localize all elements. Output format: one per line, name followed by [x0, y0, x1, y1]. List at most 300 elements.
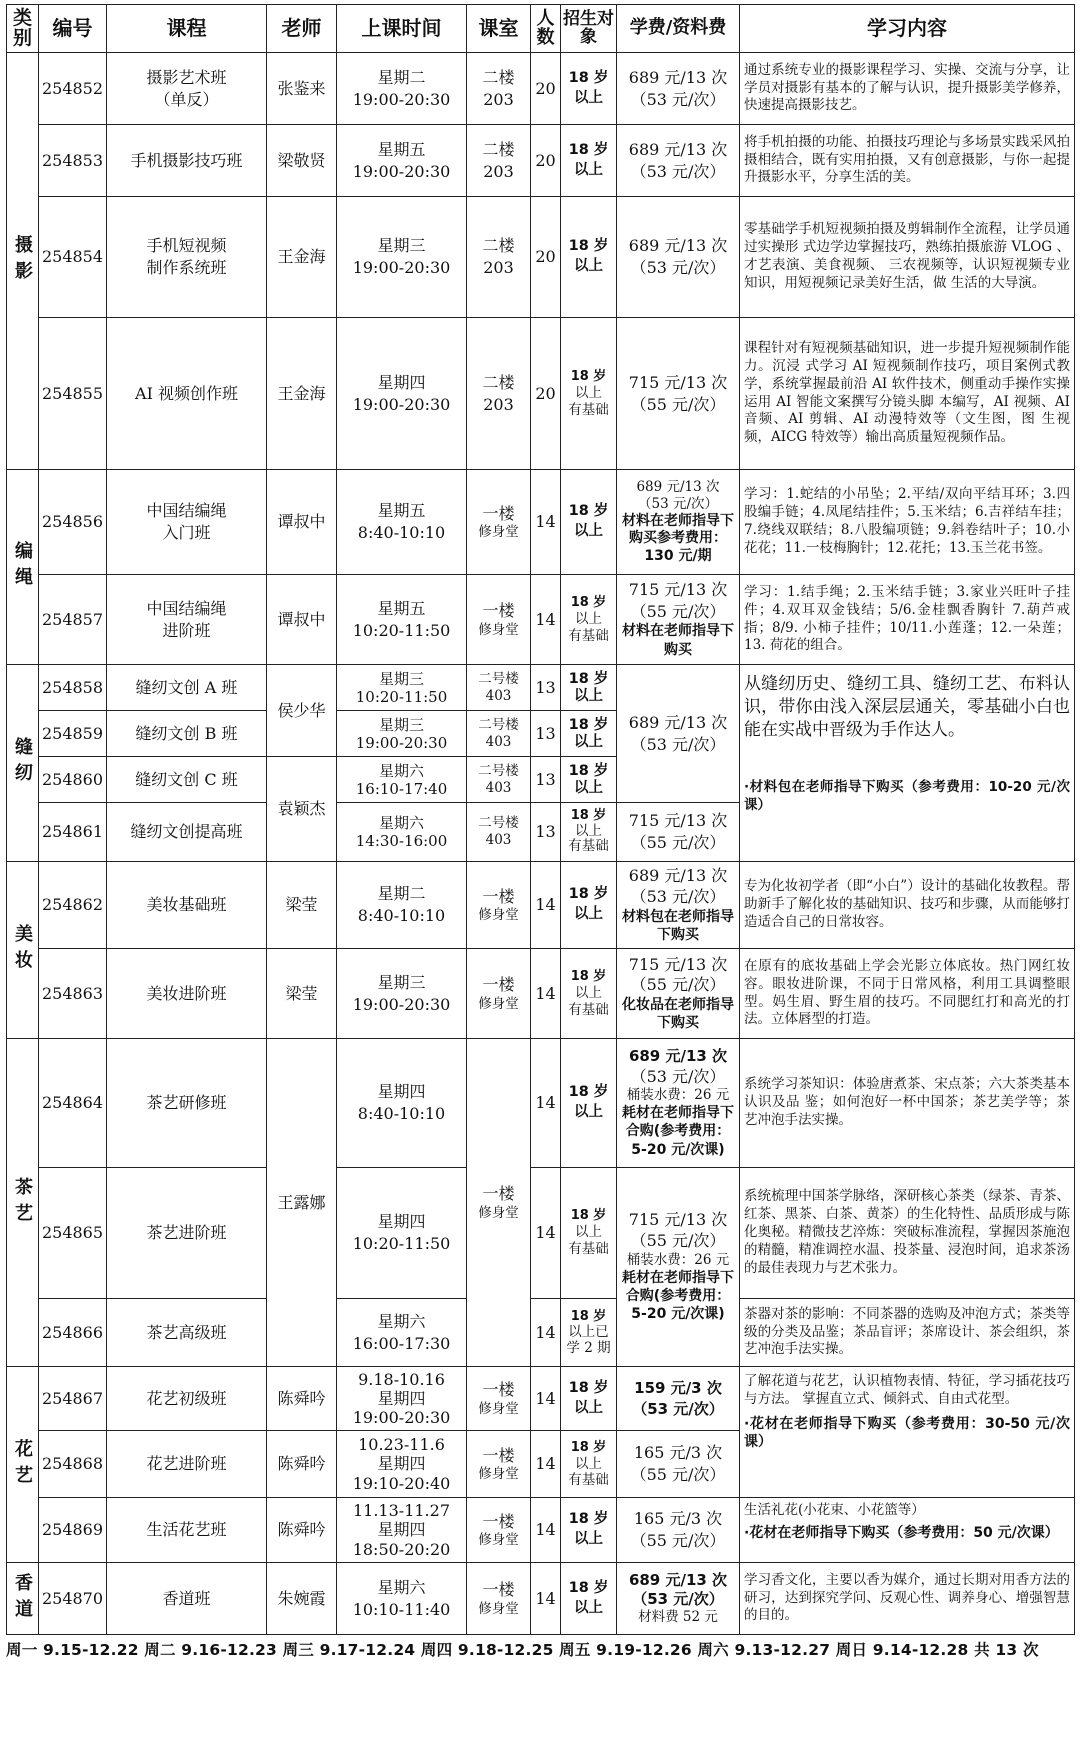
header-count: 人数	[531, 5, 561, 53]
course-code: 254867	[39, 1367, 107, 1431]
course-code: 254866	[39, 1299, 107, 1367]
fee	[617, 575, 740, 665]
category-cell: 缝纫	[7, 665, 39, 862]
room	[467, 1498, 531, 1563]
fee-per: （53 元/次）	[630, 1066, 726, 1086]
target-line: 以上	[574, 1599, 603, 1616]
table-row	[7, 470, 1075, 575]
class-size: 14	[531, 862, 561, 949]
class-size: 13	[531, 711, 561, 757]
target	[561, 1498, 617, 1563]
room	[467, 575, 531, 665]
target-line: 学 2 期	[566, 1340, 611, 1357]
header-fee: 学费/资料费	[617, 5, 740, 53]
teacher: 谭叔中	[267, 470, 337, 575]
target-line: 以上	[574, 1104, 603, 1120]
target	[561, 1367, 617, 1431]
course-content	[740, 665, 1075, 862]
course-name-line: 摄影艺术班	[146, 67, 227, 87]
fee	[617, 318, 740, 470]
room-floor: 一楼	[482, 1580, 515, 1600]
schedule-page	[6, 4, 1074, 1660]
fee	[617, 197, 740, 318]
target-line: 以上	[574, 779, 603, 796]
course-name: 缝纫文创 A 班	[107, 665, 267, 711]
class-time	[337, 1431, 467, 1498]
target-line: 以上	[574, 733, 603, 750]
course-content: 零基础学手机短视频拍摄及剪辑制作全流程，让学员通过实操形 式边学边掌握技巧，熟练拍摄旅游 VLOG 、才艺表演、美食视频、 三农视频等，认识短视频专业知识，用短视频记录美好生活，做 生活的大导演。	[740, 197, 1075, 318]
course-name: 茶艺进阶班	[107, 1168, 267, 1299]
class-size: 14	[531, 1431, 561, 1498]
class-time	[337, 665, 467, 711]
teacher: 梁莹	[267, 862, 337, 949]
class-size: 14	[531, 1168, 561, 1299]
room-number: 修身堂	[478, 524, 519, 541]
target-line: 以上	[575, 610, 602, 627]
weekday: 星期三	[378, 669, 424, 688]
fee-total: 689 元/13 次	[628, 139, 728, 159]
content-text: 从缝纫历史、缝纫工具、缝纫工艺、布料认识，带你由浅入深层层通关，零基础小白也能在实战中晋级为手作达人。	[744, 674, 1070, 740]
material-note: ·花材在老师指导下购买（参考费用：30-50 元/次课）	[744, 1415, 1070, 1451]
target-line: 18 岁	[568, 1579, 609, 1596]
class-time	[337, 803, 467, 862]
target-line: 18 岁	[568, 762, 609, 779]
table-row	[7, 1039, 1075, 1168]
course-name: 缝纫文创 C 班	[107, 757, 267, 803]
course-content: 学习：1.结手绳；2.玉米结手链；3.家业兴旺叶子挂件；4.双耳双金钱结；5/6.金桂飘香胸针 7.葫芦戒指；8/9. 小柿子挂件；10/11.小莲蓬；12.一朵莲；13. 荷花的组合。	[740, 575, 1075, 665]
weekday: 星期三	[378, 715, 424, 734]
course-code: 254861	[39, 803, 107, 862]
course-content: 课程针对有短视频基础知识，进一步提升短视频制作能力。沉浸 式学习 AI 短视频制作技巧，项目案例式教学，系统掌握最前沿 AI 软件技术，侧重动手操作实操运用 AI 智能文案撰写分镜头脚 本编写，AI 视频、AI 音频、AI 剪辑、AI 动漫特效等（文生图，图 生视频，AICG 特效等）输出高质量短视频作品。	[740, 318, 1075, 470]
fee-total: 689 元/13 次	[628, 67, 728, 87]
time-range: 8:40-10:10	[357, 1104, 446, 1123]
material-note: ·花材在老师指导下购买（参考费用：50 元/次课）	[744, 1524, 1059, 1541]
course-code: 254864	[39, 1039, 107, 1168]
time-range: 16:10-17:40	[355, 779, 448, 798]
room-number: 修身堂	[478, 907, 519, 924]
target	[561, 1563, 617, 1635]
course-name: 手机摄影技巧班	[107, 125, 267, 197]
room-number: 203	[483, 161, 514, 181]
fee-per: （53 元/次）	[637, 495, 719, 512]
target-line: 18 岁	[568, 503, 609, 520]
fee-total: 715 元/13 次	[628, 1210, 728, 1230]
fee-total: 715 元/13 次	[628, 372, 728, 392]
teacher: 王金海	[267, 197, 337, 318]
fee-per: （55 元/次）	[630, 601, 726, 621]
room-floor: 二号楼	[478, 815, 519, 832]
target	[561, 1168, 617, 1299]
course-name: 美妆进阶班	[107, 949, 267, 1039]
header-room: 课室	[467, 5, 531, 53]
fee	[617, 1039, 740, 1168]
weekday: 星期二	[377, 884, 426, 904]
teacher: 陈舜吟	[267, 1498, 337, 1563]
fee-total: 715 元/13 次	[628, 811, 728, 831]
course-name	[107, 53, 267, 125]
room-floor: 二楼	[482, 67, 515, 87]
class-time	[337, 757, 467, 803]
fee-per: （53 元/次）	[632, 1590, 724, 1609]
teacher: 侯少华	[267, 665, 337, 757]
target-line: 18 岁	[570, 594, 607, 610]
room	[467, 1039, 531, 1367]
target-line: 以上已	[568, 1324, 609, 1341]
target-line: 18 岁	[570, 368, 607, 384]
target-line: 18 岁	[568, 238, 609, 255]
time-range: 19:10-20:40	[352, 1473, 451, 1493]
semester-dates: 周一 9.15-12.22 周二 9.16-12.23 周三 9.17-12.24 周四 9.18-12.25 周五 9.19-12.26 周六 9.13-12.27 周日 9.14-12.28 共 13 次	[6, 1641, 1039, 1659]
weekday: 星期六	[378, 814, 424, 832]
room-floor: 一楼	[482, 601, 515, 621]
course-code: 254862	[39, 862, 107, 949]
course-name: AI 视频创作班	[107, 318, 267, 470]
course-content	[740, 1367, 1075, 1498]
fee	[617, 862, 740, 949]
fee-per: （53 元/次）	[630, 258, 726, 277]
time-range: 19:00-20:30	[352, 1408, 451, 1428]
target-line: 以上	[574, 523, 603, 539]
target-line: 18 岁	[568, 1084, 609, 1101]
fee-total: 165 元/3 次	[633, 1443, 723, 1463]
room	[467, 1431, 531, 1498]
target-line: 18 岁	[568, 141, 609, 158]
header-category: 类别	[7, 5, 39, 53]
teacher: 袁颖杰	[267, 757, 337, 862]
room	[467, 197, 531, 318]
class-time	[337, 862, 467, 949]
target-line: 18 岁	[570, 968, 607, 984]
table-row	[7, 862, 1075, 949]
fee	[617, 665, 740, 803]
target-line: 以上	[574, 89, 603, 106]
room	[467, 803, 531, 862]
fee-per: （55 元/次）	[630, 1465, 726, 1484]
target-line: 以上	[575, 1455, 602, 1472]
course-content: 系统学习茶知识：体验唐煮茶、宋点茶；六大茶类基本认识及品 鉴；如何泡好一杯中国茶；茶艺美学等；茶艺冲泡手法实操。	[740, 1039, 1075, 1168]
class-size: 14	[531, 575, 561, 665]
fee-per: （55 元/次）	[630, 394, 726, 414]
fee	[617, 125, 740, 197]
content-text: 生活礼花(小花束、小花篮等）	[744, 1502, 925, 1518]
category-cell: 花艺	[7, 1367, 39, 1563]
water-fee: 桶装水费：26 元	[626, 1087, 730, 1104]
weekday: 星期四	[377, 1388, 426, 1408]
room	[467, 949, 531, 1039]
course-content: 学习：1.蛇结的小吊坠；2.平结/双向平结耳环；3.四股编手链；4.凤尾结挂件；5.玉米结；6.吉祥结车挂；7.绕线双联结；8.八股编项链；9.斜卷结叶子；10.小花花；11.一枝梅胸针；12.花托；13.玉兰花书签。	[740, 470, 1075, 575]
class-time	[337, 1039, 467, 1168]
target-line: 有基础	[568, 1471, 609, 1488]
course-name	[107, 575, 267, 665]
class-size: 13	[531, 803, 561, 862]
target	[561, 1299, 617, 1367]
fee-per: （55 元/次）	[630, 1531, 726, 1550]
target-line: 18 岁	[570, 808, 607, 824]
room	[467, 711, 531, 757]
class-size: 20	[531, 318, 561, 470]
room	[467, 53, 531, 125]
fee-total: 159 元/3 次	[634, 1379, 722, 1398]
target-line: 18 岁	[570, 1308, 607, 1324]
room-number: 修身堂	[478, 1466, 519, 1483]
fee-per: （53 元/次）	[630, 89, 726, 109]
class-time	[337, 1563, 467, 1635]
fee	[617, 1431, 740, 1498]
table-row	[7, 318, 1075, 470]
target-line: 以上	[574, 687, 603, 704]
header-code: 编号	[39, 5, 107, 53]
teacher: 梁莹	[267, 949, 337, 1039]
course-code: 254853	[39, 125, 107, 197]
room	[467, 318, 531, 470]
date-range: 11.13-11.27	[352, 1501, 450, 1521]
room-number: 403	[485, 733, 512, 750]
room-number: 403	[485, 779, 512, 796]
class-size: 14	[531, 1299, 561, 1367]
fee	[617, 1367, 740, 1431]
class-size: 20	[531, 125, 561, 197]
course-table	[6, 4, 1075, 1635]
room-number: 403	[485, 687, 512, 704]
time-range: 10:20-11:50	[355, 687, 448, 706]
material-note: 耗材在老师指导下合购(参考费用：5-20 元/次课)	[622, 1105, 734, 1158]
time-range: 14:30-16:00	[355, 832, 448, 850]
material-fee: 材料费 52 元	[638, 1608, 718, 1625]
time-range: 8:40-10:10	[357, 523, 446, 542]
weekday: 星期五	[377, 139, 426, 159]
material-note: 材料在老师指导下购买	[622, 623, 734, 659]
course-code: 254856	[39, 470, 107, 575]
target	[561, 803, 617, 862]
table-row	[7, 53, 1075, 125]
target-line: 18 岁	[568, 670, 609, 687]
material-note: 材料包在老师指导下购买	[622, 908, 734, 943]
room-number: 403	[485, 832, 512, 848]
class-time	[337, 575, 467, 665]
course-name: 缝纫文创提高班	[107, 803, 267, 862]
course-content: 系统梳理中国茶学脉络，深研核心茶类（绿茶、青茶、红茶、黑茶、白茶、黄茶）的生化特性、品质形成与陈化奥秘。精微技艺淬炼：突破标准流程，掌握因茶施泡的精髓，精准调控水温、投茶量、浸泡时间，追求茶汤的最佳表现力与艺术张力。	[740, 1168, 1075, 1299]
course-code: 254868	[39, 1431, 107, 1498]
room-floor: 二号楼	[478, 670, 519, 687]
course-code: 254855	[39, 318, 107, 470]
class-size: 20	[531, 197, 561, 318]
weekday: 星期三	[377, 972, 426, 992]
course-name: 花艺初级班	[107, 1367, 267, 1431]
teacher: 王露娜	[267, 1039, 337, 1367]
category-cell: 美妆	[7, 862, 39, 1039]
class-time	[337, 53, 467, 125]
category-cell: 香道	[7, 1563, 39, 1635]
course-code: 254863	[39, 949, 107, 1039]
target-line: 有基础	[568, 401, 609, 418]
weekday: 星期二	[377, 67, 426, 87]
room-floor: 一楼	[482, 975, 515, 995]
course-name: 茶艺研修班	[107, 1039, 267, 1168]
room	[467, 470, 531, 575]
weekday: 星期四	[377, 1212, 426, 1232]
teacher: 梁敬贤	[267, 125, 337, 197]
class-size: 13	[531, 665, 561, 711]
target-line: 18 岁	[568, 1379, 609, 1396]
room-number: 修身堂	[478, 621, 519, 638]
category-cell: 摄影	[7, 53, 39, 470]
course-code: 254852	[39, 53, 107, 125]
course-name-line: 手机短视频	[146, 236, 227, 256]
weekday: 星期三	[377, 236, 426, 256]
room-floor: 二楼	[482, 139, 515, 159]
class-time	[337, 1299, 467, 1367]
table-row	[7, 197, 1075, 318]
course-name: 花艺进阶班	[107, 1431, 267, 1498]
table-row	[7, 125, 1075, 197]
fee-total: 689 元/13 次	[628, 712, 728, 732]
room-floor: 一楼	[482, 1445, 515, 1465]
target	[561, 1039, 617, 1168]
weekday: 星期四	[377, 1454, 426, 1474]
teacher: 王金海	[267, 318, 337, 470]
water-fee: 桶装水费：26 元	[626, 1252, 730, 1269]
fee-total: 165 元/3 次	[633, 1509, 723, 1529]
class-size: 14	[531, 949, 561, 1039]
content-text: 了解花道与花艺，认识植物表情、特征，学习插花技巧与方法。 掌握直立式、倾斜式、自由式花型。	[744, 1373, 1070, 1407]
teacher: 朱婉霞	[267, 1563, 337, 1635]
course-name-line: 制作系统班	[146, 258, 227, 277]
time-range: 16:00-17:30	[352, 1333, 451, 1353]
target	[561, 949, 617, 1039]
target-line: 有基础	[568, 1001, 609, 1018]
fee-per: （53 元/次）	[632, 1399, 724, 1418]
table-row	[7, 1367, 1075, 1431]
time-range: 19:00-20:30	[352, 994, 451, 1014]
time-range: 18:50-20:20	[352, 1539, 451, 1559]
target-line: 以上	[574, 1399, 603, 1416]
target-line: 有基础	[568, 627, 609, 644]
date-range: 9.18-10.16	[358, 1369, 445, 1389]
header-target: 招生对象	[561, 5, 617, 53]
weekday: 星期五	[377, 501, 426, 521]
teacher: 张鉴来	[267, 53, 337, 125]
fee-per: （55 元/次）	[630, 975, 726, 995]
course-name: 香道班	[107, 1563, 267, 1635]
room	[467, 862, 531, 949]
time-range: 19:00-20:30	[352, 258, 451, 277]
target	[561, 862, 617, 949]
weekday: 星期四	[377, 1520, 426, 1540]
target	[561, 1431, 617, 1498]
fee-total: 689 元/13 次	[628, 1047, 728, 1066]
time-range: 19:00-20:30	[352, 394, 451, 414]
teacher: 陈舜吟	[267, 1431, 337, 1498]
course-name: 生活花艺班	[107, 1498, 267, 1563]
target-line: 以上	[575, 984, 602, 1001]
table-row	[7, 665, 1075, 711]
fee-total: 689 元/13 次	[628, 1571, 728, 1590]
material-note: 化妆品在老师指导下购买	[622, 997, 734, 1032]
course-code: 254859	[39, 711, 107, 757]
target-line: 以上	[574, 1531, 603, 1547]
target	[561, 665, 617, 711]
weekday: 星期六	[377, 1577, 426, 1597]
fee-per: （53 元/次）	[630, 161, 726, 181]
table-row	[7, 1299, 1075, 1367]
header-content: 学习内容	[740, 5, 1075, 53]
table-row	[7, 1498, 1075, 1563]
target-line: 18 岁	[568, 886, 609, 903]
course-content: 将手机拍摄的功能、拍摄技巧理论与多场景实践采风拍摄相结合，既有实用拍摄，又有创意摄影，与你一起提升摄影水平，分享生活的美。	[740, 125, 1075, 197]
class-size: 13	[531, 757, 561, 803]
fee	[617, 53, 740, 125]
course-name-line: （单反）	[154, 89, 219, 109]
target-line: 以上	[575, 1224, 602, 1241]
target-line: 以上	[575, 384, 602, 401]
header-teacher: 老师	[267, 5, 337, 53]
header-course: 课程	[107, 5, 267, 53]
room-number: 修身堂	[478, 1532, 519, 1549]
target	[561, 711, 617, 757]
target	[561, 197, 617, 318]
time-range: 10:20-11:50	[352, 620, 451, 640]
class-time	[337, 1498, 467, 1563]
fee	[617, 1168, 740, 1367]
fee-total: 689 元/13 次	[636, 478, 720, 495]
room-number: 203	[483, 394, 514, 414]
time-range: 19:00-20:30	[355, 733, 448, 752]
date-range: 10.23-11.6	[358, 1435, 445, 1455]
room-floor: 一楼	[482, 1511, 515, 1531]
fee-total: 689 元/13 次	[628, 866, 728, 886]
course-name-line: 中国结编绳	[146, 501, 227, 521]
table-row	[7, 1168, 1075, 1299]
room	[467, 665, 531, 711]
course-code: 254870	[39, 1563, 107, 1635]
room-number: 修身堂	[478, 1400, 519, 1417]
fee	[617, 949, 740, 1039]
target	[561, 125, 617, 197]
time-range: 10:10-11:40	[352, 1599, 451, 1619]
target-line: 有基础	[568, 1241, 609, 1258]
target-line: 18 岁	[568, 716, 609, 733]
target-line: 18 岁	[570, 1440, 607, 1456]
material-note: 耗材在老师指导下合购(参考费用：5-20 元/次课)	[622, 1269, 734, 1323]
room-number: 203	[483, 258, 514, 277]
table-row	[7, 949, 1075, 1039]
course-code: 254854	[39, 197, 107, 318]
room	[467, 1563, 531, 1635]
class-time	[337, 949, 467, 1039]
target-line: 18 岁	[568, 69, 609, 86]
class-size: 14	[531, 1039, 561, 1168]
class-size: 20	[531, 53, 561, 125]
room-floor: 二号楼	[478, 716, 519, 733]
table-row	[7, 1563, 1075, 1635]
target	[561, 53, 617, 125]
class-time	[337, 711, 467, 757]
fee-total: 715 元/13 次	[628, 954, 728, 974]
target-line: 以上	[575, 822, 602, 839]
course-name: 缝纫文创 B 班	[107, 711, 267, 757]
target-line: 18 岁	[570, 1208, 607, 1223]
class-size: 14	[531, 470, 561, 575]
class-time	[337, 1367, 467, 1431]
fee-per: （53 元/次）	[630, 734, 726, 754]
weekday: 星期六	[378, 761, 424, 780]
room-number: 修身堂	[478, 1204, 519, 1221]
fee	[617, 803, 740, 862]
category-cell: 编绳	[7, 470, 39, 665]
target	[561, 757, 617, 803]
target-line: 以上	[574, 161, 603, 178]
time-range: 19:00-20:30	[352, 89, 451, 109]
